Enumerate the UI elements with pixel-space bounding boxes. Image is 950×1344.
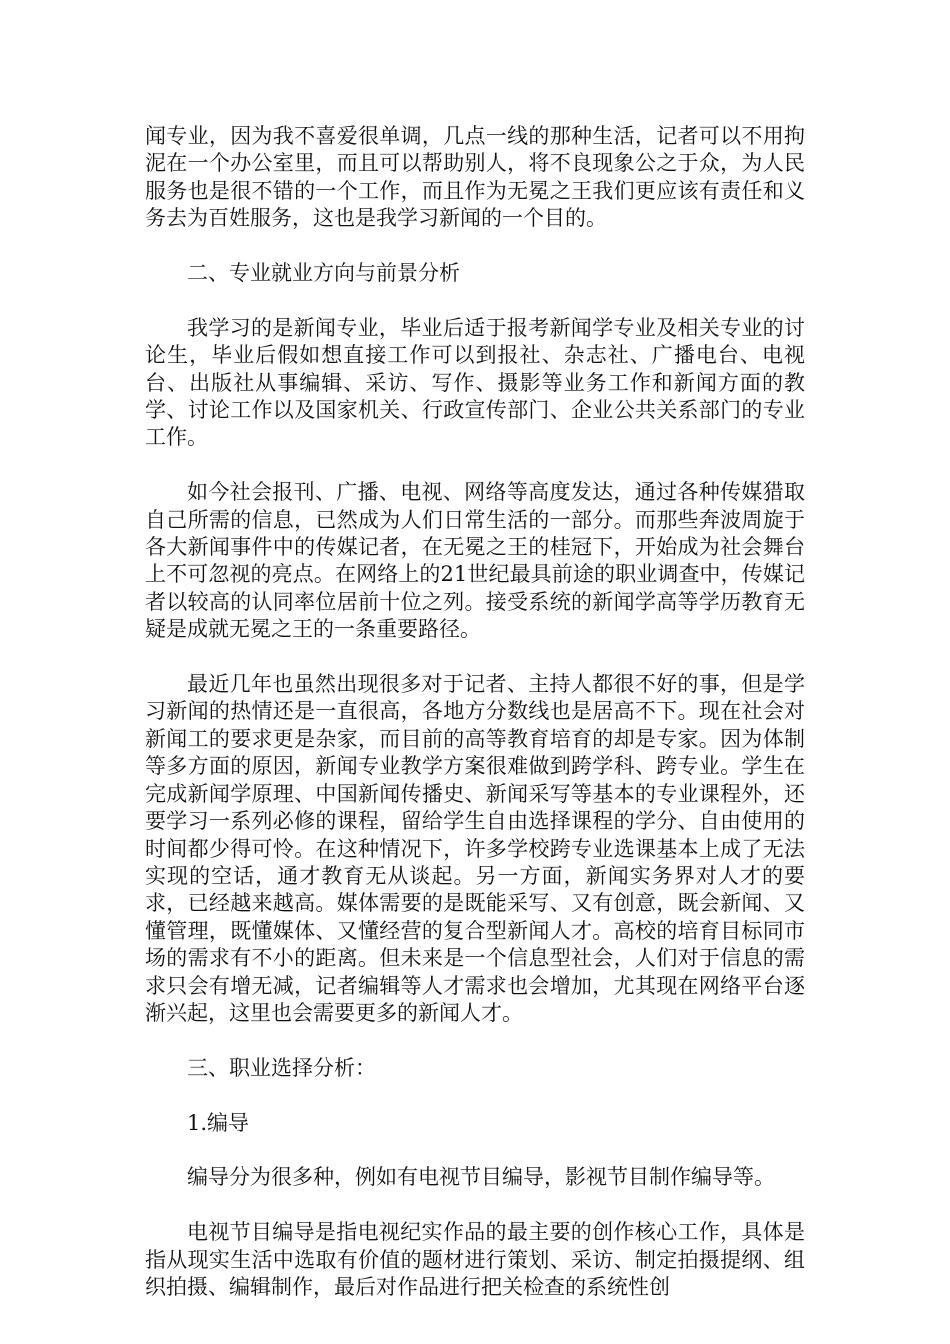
paragraph-tv-director: 电视节目编导是指电视纪实作品的最主要的创作核心工作，具体是指从现实生活中选取有价值的题材进行策划、采访、制定拍摄提纲、组织拍摄、编辑制作，最后对作品进行把关检查的系统性创 [145, 1220, 805, 1299]
section-heading-career-choice: 三、职业选择分析： [187, 1055, 376, 1080]
paragraph-career-direction: 我学习的是新闻专业，毕业后适于报考新闻学专业及相关专业的讨论生，毕业后假如想直接工作可以到报社、杂志社、广播电台、电视台、出版社从事编辑、采访、写作、摄影等业务工作和新闻方面的教学、讨论工作以及国家机关、行政宣传部门、企业公共关系部门的专业工作。 [145, 315, 805, 450]
paragraph-media-society: 如今社会报刊、广播、电视、网络等高度发达，通过各种传媒猎取自己所需的信息，已然成为人们日常生活的一部分。而那些奔波周旋于各大新闻事件中的传媒记者，在无冕之王的桂冠下，开始成为社会舞台上不可忽视的亮点。在网络上的21世纪最具前途的职业调查中，传媒记者以较高的认同率位居前十位之列。接受系统的新闻学高等学历教育无疑是成就无冕之王的一条重要路径。 [145, 480, 805, 642]
section-heading-career-prospects: 二、专业就业方向与前景分析 [187, 261, 460, 286]
document-body [145, 123, 805, 1301]
subheading-director: 1.编导 [187, 1110, 250, 1135]
paragraph-continuation: 闻专业，因为我不喜爱很单调，几点一线的那种生活，记者可以不用拘泥在一个办公室里，而且可以帮助别人，将不良现象公之于众，为人民服务也是很不错的一个工作，而且作为无冕之王我们更应该有责任和义务去为百姓服务，这也是我学习新闻的一个目的。 [145, 124, 805, 231]
paragraph-education-market: 最近几年也虽然出现很多对于记者、主持人都很不好的事，但是学习新闻的热情还是一直很高，各地方分数线也是居高不下。现在社会对新闻工的要求更是杂家，而目前的高等教育培育的却是专家。因为体制等多方面的原因，新闻专业教学方案很难做到跨学科、跨专业。学生在完成新闻学原理、中国新闻传播史、新闻采写等基本的专业课程外，还要学习一系列必修的课程，留给学生自由选择课程的学分、自由使用的时间都少得可怜。在这种情况下，许多学校跨专业选课基本上成了无法实现的空话，通才教育无从谈起。另一方面，新闻实务界对人才的要求，已经越来越高。媒体需要的是既能采写、又有创意，既会新闻、又懂管理，既懂媒体、又懂经营的复合型新闻人才。高校的培育目标同市场的需求有不小的距离。但未来是一个信息型社会，人们对于信息的需求只会有增无减，记者编辑等人才需求也会增加，尤其现在网络平台逐渐兴起，这里也会需要更多的新闻人才。 [145, 672, 805, 1025]
paragraph-director-types: 编导分为很多种，例如有电视节目编导，影视节目制作编导等。 [187, 1165, 775, 1190]
